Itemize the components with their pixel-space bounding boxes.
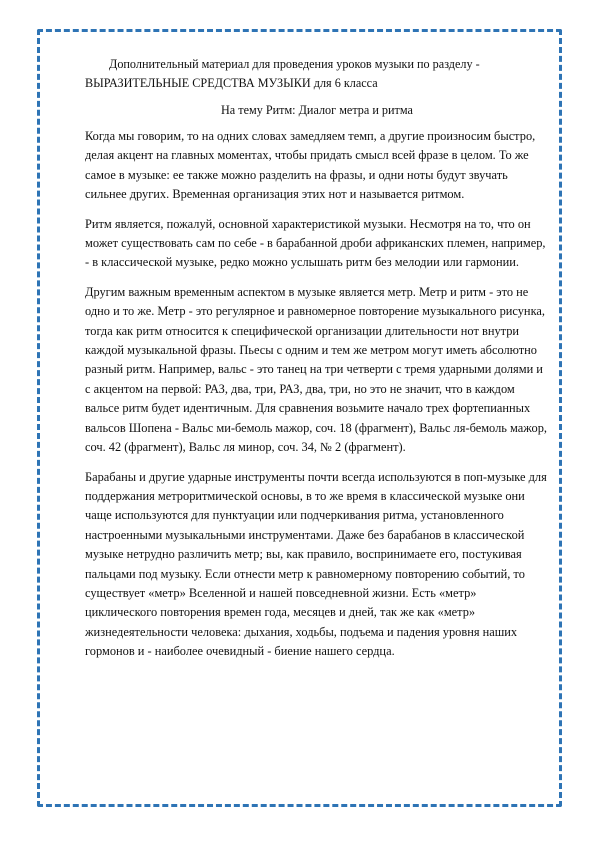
paragraph-2: Ритм является, пожалуй, основной характеристикой музыки. Несмотря на то, что он может существовать сам по себе - в барабанной дроби африканских племен, например, - в классической музыке, редко можно услышать ритм без мелодии или гармонии.: [85, 216, 546, 270]
paragraph-1: Когда мы говорим, то на одних словах замедляем темп, а другие произносим быстро, делая акцент на главных моментах, чтобы придать смысл всей фразе в целом. То же самое в музыке: ее также можно разделить на фразы, и одни ноты будут звучать сильнее других. Временная организация этих нот и называется ритмом.: [85, 129, 536, 202]
paragraph-3: Другим важным временным аспектом в музыке является метр. Метр и ритм - это не одно и то же. Метр - это регулярное и равномерное повторение музыкального рисунка, тогда как ритм относится к специфической организации длительности нот внутри каждой музыкальной фразы. Пьесы с одним и тем же метром могут иметь абсолютно разный ритм. Например, вальс - это танец на три четверти с тремя ударными долями и с акцентом на первой: РАЗ, два, три, РАЗ, два, три, но это не значит, что в каждом вальсе ритм будет идентичным. Для сравнения возьмите начало трех фортепианных вальсов Шопена - Вальс ми-бемоль мажор, соч. 18 (фрагмент), Вальс ля-бемоль мажор, соч. 42 (фрагмент), Вальс ля минор, соч. 34, № 2 (фрагмент).: [85, 284, 548, 455]
document-heading: [85, 55, 547, 93]
topic-title: На тему Ритм: Диалог метра и ритма: [221, 103, 413, 117]
heading-line-2: ВЫРАЗИТЕЛЬНЫЕ СРЕДСТВА МУЗЫКИ для 6 класса: [85, 76, 378, 90]
document-body: [85, 55, 547, 672]
paragraph-4: Барабаны и другие ударные инструменты почти всегда используются в поп-музыке для поддержания метроритмической основы, в то же время в классической музыке они чаще используются для пунктуации или подчеркивания ритма, установленного настроенными музыкальными инструментами. Даже без барабанов в классической музыке нетрудно различить метр; вы, как правило, воспринимаете его, постукивая пальцами под музыку. Если отнести метр к равномерному повторению событий, то существует «метр» Вселенной и нашей повседневной жизни. Есть «метр» циклического повторения времен года, месяцев и дней, так же как «метр» жизнедеятельности человека: дыхания, ходьбы, подъема и падения уровня наших гормонов и - наиболее очевидный - биение нашего сердца.: [85, 469, 547, 659]
heading-line-1: Дополнительный материал для проведения уроков музыки по разделу -: [109, 57, 480, 71]
